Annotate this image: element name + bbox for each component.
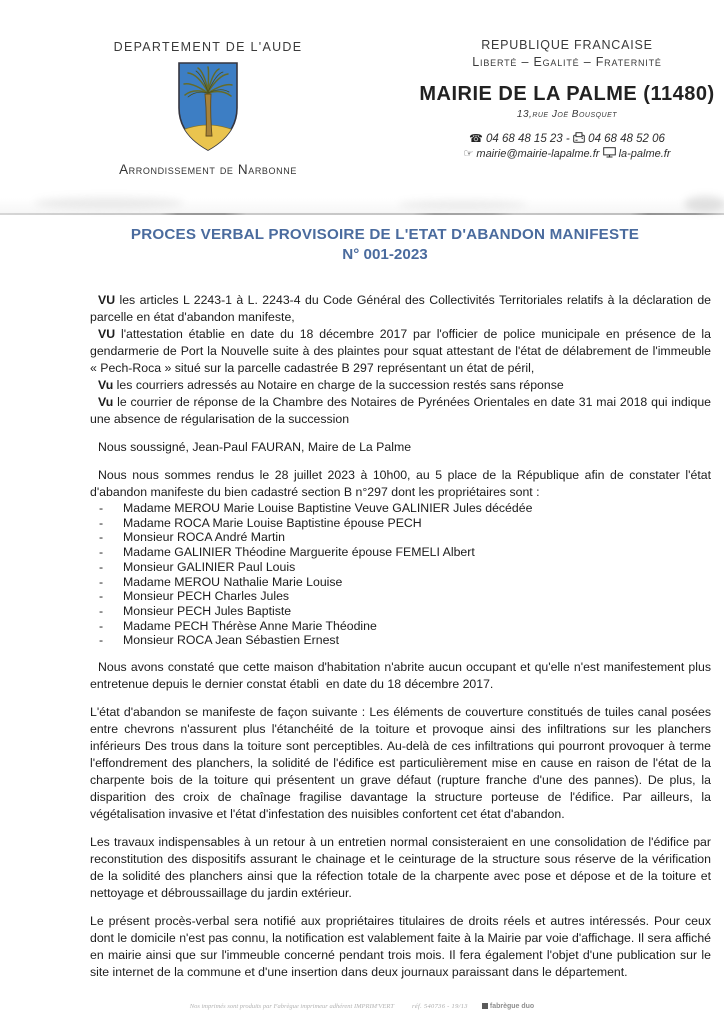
owner-name: Madame MEROU Marie Louise Baptistine Veuve GALINIER Jules décédée: [123, 501, 533, 515]
mairie-address: 13,rue Joë Bousquet: [516, 109, 618, 120]
owner-name: Monsieur PECH Jules Baptiste: [123, 603, 292, 618]
list-dash: -: [99, 589, 104, 604]
printer-logo-icon: [482, 1003, 488, 1009]
scan-smudge: [398, 200, 528, 209]
owner-list-item: [90, 619, 711, 634]
owner-list-item: [90, 604, 711, 619]
owner-name: Madame MEROU Nathalie Marie Louise: [123, 574, 343, 589]
phone-icon: ☎: [469, 132, 483, 145]
paragraph-soussigne: Nous soussigné, Jean-Paul FAURAN, Maire de La Palme: [98, 440, 412, 454]
owner-list-item: [90, 501, 711, 516]
vu-lead: Vu: [98, 395, 114, 409]
phone-fax-separator: -: [565, 133, 570, 145]
owner-list-item: [90, 545, 711, 560]
republic-label: REPUBLIQUE FRANCAISE: [481, 38, 653, 52]
phone-fax-line: [416, 132, 718, 145]
vu-text: l'attestation établie en date du 18 décembre 2017 par l'officier de police municipale en présence de la gendarmerie de Port la Nouvelle suite à des plaintes pour squat attestant de l'état de délabrement de l'immeuble « Pech-Roca » situé sur la parcelle cadastrée B 297 représentant un état de péril,: [90, 327, 711, 375]
list-dash: -: [99, 530, 104, 545]
list-dash: -: [99, 633, 104, 648]
owner-name: Monsieur GALINIER Paul Louis: [123, 559, 296, 574]
phone-number: 04 68 48 15 23: [485, 133, 563, 145]
header-left: [58, 40, 358, 177]
header-right: [416, 38, 718, 160]
printer-logo: [482, 1003, 534, 1010]
owner-name: Monsieur ROCA Jean Sébastien Ernest: [123, 633, 339, 648]
motto-label: Liberté – Egalité – Fraternité: [472, 55, 662, 69]
title-line-2: N° 001-2023: [342, 246, 428, 263]
scan-smudge: [34, 197, 184, 209]
document-title: [45, 226, 724, 263]
scan-line-artifact: [0, 213, 724, 215]
owner-list-item: [90, 560, 711, 575]
paragraph-vu: [90, 394, 711, 428]
owner-list-item: [90, 516, 711, 531]
list-dash: -: [99, 545, 104, 560]
owner-list-item: [90, 589, 711, 604]
owner-list-item: [90, 530, 711, 545]
mairie-title: MAIRIE DE LA PALME (11480): [419, 83, 715, 105]
list-dash: -: [99, 515, 104, 530]
email-text: mairie@mairie-lapalme.fr: [476, 148, 600, 160]
scan-smudge: [684, 196, 724, 212]
vu-lead: Vu: [98, 378, 114, 392]
paragraph-rendus: Nous nous sommes rendus le 28 juillet 2023 à 10h00, au 5 place de la République afin de constater l'état d'abandon manifeste du bien cadastré section B n°297 dont les propriétaires sont :: [90, 468, 711, 499]
paragraph-vu: [90, 377, 711, 394]
owner-list-item: [90, 633, 711, 648]
owner-name: Madame ROCA Marie Louise Baptistine épouse PECH: [123, 515, 422, 530]
monitor-icon: [603, 147, 616, 158]
owners-list: [90, 501, 711, 648]
list-dash: -: [99, 574, 104, 589]
document-body: [90, 292, 711, 981]
vu-lead: VU: [98, 327, 116, 341]
vu-clauses: [90, 292, 711, 428]
owner-list-item: [90, 575, 711, 590]
footer-imprim-text: Nos imprimés sont produits par Fabrègue imprimeur adhérent IMPRIM'VERT: [189, 1003, 394, 1010]
vu-text: le courrier de réponse de la Chambre des Notaires de Pyrénées Orientales en date 31 mai 2018 qui indique une absence de régularisation de la succession: [90, 395, 711, 426]
paragraph-travaux: Les travaux indispensables à un retour à un entretien normal consisteraient en une consolidation de l'édifice par reconstitution des dispositifs assurant le chainage et le ceinturage de la structure sous réserve de la vérification de la solidité des planchers ainsi que la réfection totale de la charpente avec pose et dépose et de la toiture et nettoyage et débroussaillage du jardin extérieur.: [90, 835, 711, 901]
list-dash: -: [99, 559, 104, 574]
owner-name: Madame GALINIER Théodine Marguerite épouse FEMELI Albert: [123, 545, 475, 560]
paragraph-constat: Nous avons constaté que cette maison d'habitation n'abrite aucun occupant et qu'elle n'est manifestement plus entretenue depuis le dernier constat établi en date du 18 décembre 2017.: [90, 660, 711, 692]
paragraph-etat-abandon: L'état d'abandon se manifeste de façon suivante : Les éléments de couverture constitués de tuiles canal posées entre chevrons n'assurent plus l'étanchéité de la toiture et provoque ainsi des infiltrations sur les planchers inférieurs Des trous dans la toiture sont perceptibles. Au-delà de ces infiltrations qui pourront provoquer à terme l'effondrement des planchers, la solidité de l'édifice est particulièrement mise en cause en raison de l'état de la charpente bois de la toiture qui présentent un grave défaut (rupture franche d'une des pannes). De plus, la disparition des croix de chaînage fragilise davantage la structure porteuse de l'édifice. Par ailleurs, la végétalisation invasive et l'état d'infestation des nuisibles confortent cet état d'abandon.: [90, 705, 711, 822]
website-text: la-palme.fr: [618, 148, 671, 160]
printer-logo-text: fabrègue duo: [489, 1003, 535, 1010]
palm-shield-icon: [176, 60, 240, 154]
hand-pointer-icon: ☞: [463, 147, 474, 160]
coat-of-arms: [176, 60, 240, 154]
email-web-line: [416, 147, 718, 160]
owner-name: Monsieur PECH Charles Jules: [123, 589, 290, 604]
vu-text: les courriers adressés au Notaire en charge de la succession restés sans réponse: [113, 378, 564, 392]
fax-number: 04 68 48 52 06: [588, 133, 665, 145]
print-footer: [0, 1003, 724, 1010]
paragraph-notification: Le présent procès-verbal sera notifié aux propriétaires titulaires de droits réels et autres intéressés. Pour ceux dont le domicile n'est pas connu, la notification est valablement faite à la Mairie par voie d'affichage. Il sera affiché en mairie ainsi que sur l'immeuble concerné pendant trois mois. Il fera également l'objet d'une publication sur le site internet de la commune et d'une insertion dans deux journaux paraissant dans le département.: [90, 914, 711, 980]
paragraph-vu: [90, 292, 711, 326]
list-dash: -: [99, 501, 104, 515]
paragraph-vu: [90, 326, 711, 377]
fax-icon: [573, 132, 585, 143]
vu-lead: VU: [98, 293, 116, 307]
arrondissement-label: Arrondissement de Narbonne: [119, 162, 297, 177]
department-label: DEPARTEMENT DE L'AUDE: [113, 40, 303, 54]
owner-name: Monsieur ROCA André Martin: [123, 530, 285, 545]
title-line-1: PROCES VERBAL PROVISOIRE DE L'ETAT D'ABANDON MANIFESTE: [130, 226, 640, 243]
list-dash: -: [99, 603, 104, 618]
footer-ref: réf. 540736 - 19/13: [411, 1003, 468, 1010]
vu-text: les articles L 2243-1 à L. 2243-4 du Code Général des Collectivités Territoriales relatifs à la déclaration de parcelle en état d'abandon manifeste,: [90, 293, 711, 324]
list-dash: -: [99, 618, 104, 633]
owner-name: Madame PECH Thérèse Anne Marie Théodine: [123, 618, 377, 633]
